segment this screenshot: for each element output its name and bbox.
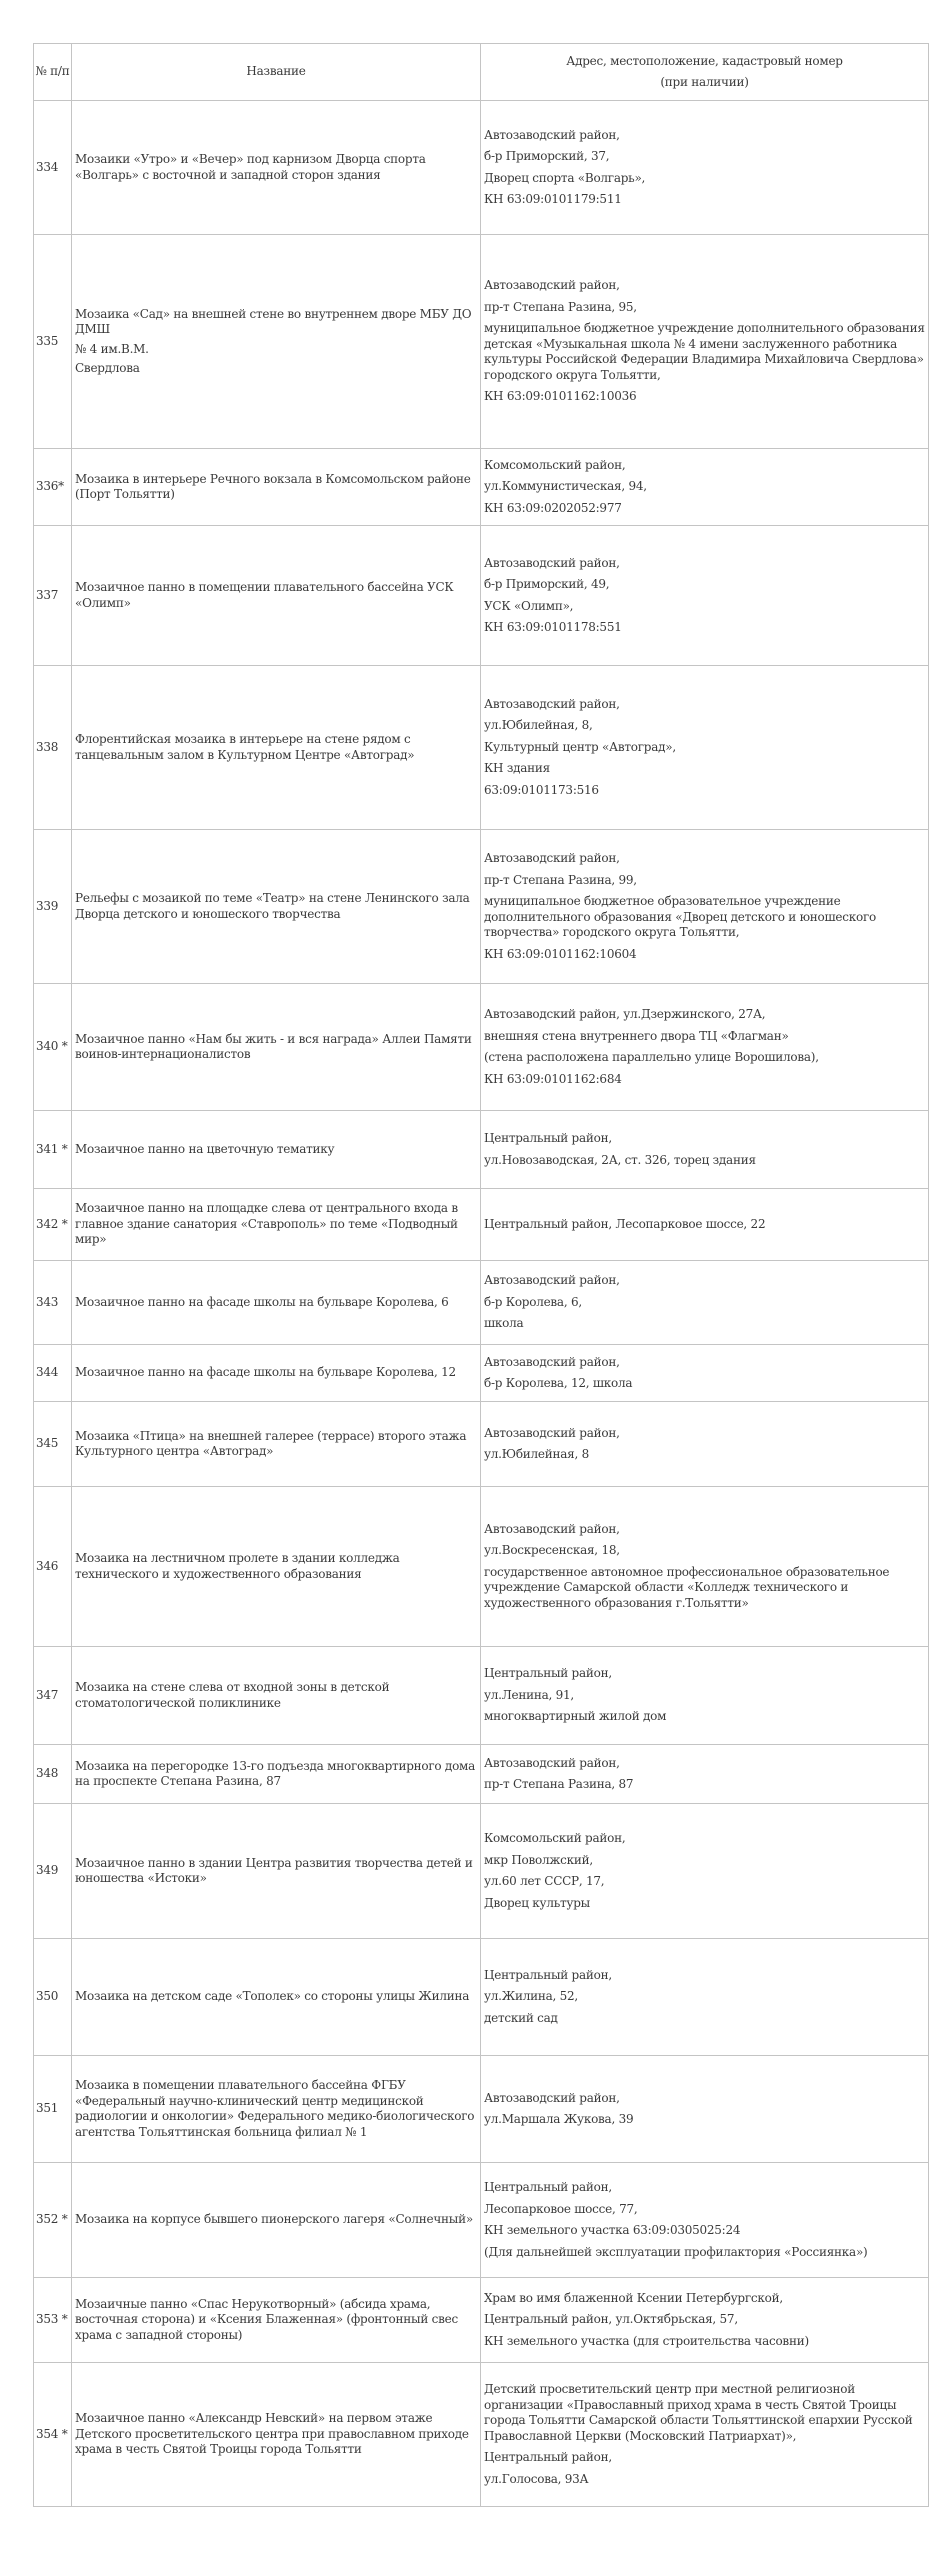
table-row — [34, 830, 929, 984]
row-address-cell — [481, 101, 929, 235]
row-address-line: КН земельного участка (для строительства часовни) — [484, 2333, 809, 2348]
row-name-line: Мозаика на перегородке 13-го подъезда многоквартирного дома на проспекте Степана Разина, 87 — [75, 1758, 476, 1788]
column-header-number: № п/п — [34, 44, 72, 101]
table-row — [34, 1487, 929, 1647]
table-row — [34, 2278, 929, 2363]
column-header-address — [481, 44, 929, 101]
table-row — [34, 1745, 929, 1804]
row-address-line: КН 63:09:0101162:684 — [484, 1071, 622, 1086]
row-address-cell — [481, 2056, 929, 2163]
row-address-line: Автозаводский район, — [484, 851, 620, 865]
row-address-line: Автозаводский район, — [484, 555, 620, 570]
row-address-line: б-р Королева, 12, школа — [484, 1376, 633, 1390]
row-address-line: ул.Юбилейная, 8, — [484, 718, 593, 733]
row-number: 342 * — [34, 1189, 72, 1261]
row-address-line: Автозаводский район, — [484, 1425, 620, 1440]
mosaic-registry-table — [33, 43, 929, 2507]
row-address-line: Комсомольский район, — [484, 1831, 626, 1845]
row-address-line: пр-т Степана Разина, 99, — [484, 872, 637, 887]
row-name-line: Мозаика в помещении плавательного бассейна ФГБУ «Федеральный научно-клинический центр медицинской радиологии и онкологии» Федерального медико-биологического агентства Тольяттинская больница филиал № 1 — [75, 2078, 475, 2139]
row-address-line: ул.Маршала Жукова, 39 — [484, 2112, 634, 2126]
row-name-cell — [72, 2163, 481, 2278]
row-address-line: Дворец культуры — [484, 1895, 590, 1910]
row-address-line: КН 63:09:0202052:977 — [484, 500, 622, 515]
row-name-line: Мозаика на стене слева от входной зоны в детской стоматологической поликлинике — [75, 1680, 390, 1710]
table-row — [34, 1939, 929, 2056]
row-address-line: Центральный район, — [484, 1131, 612, 1145]
row-number: 353 * — [34, 2278, 72, 2363]
row-number: 341 * — [34, 1111, 72, 1189]
row-name-line: Флорентийская мозаика в интерьере на стене рядом с танцевальным залом в Культурном Центре «Автоград» — [75, 732, 415, 762]
row-address-line: (Для дальнейшей эксплуатации профилактория «Россиянка») — [484, 2244, 868, 2259]
row-number: 350 — [34, 1939, 72, 2056]
row-name-cell — [72, 830, 481, 984]
row-name-line: Мозаики «Утро» и «Вечер» под карнизом Дворца спорта «Волгарь» с восточной и западной сторон здания — [75, 152, 426, 182]
row-address-line: КН земельного участка 63:09:0305025:24 — [484, 2223, 741, 2237]
row-name-line: Мозаичное панно на площадке слева от центрального входа в главное здание санатория «Ставрополь» по теме «Подводный мир» — [75, 1201, 458, 1247]
row-address-line: муниципальное бюджетное образовательное учреждение дополнительного образования «Дворец детского и юношеского творчества» городского округа Тольятти, — [484, 894, 876, 939]
row-address-cell — [481, 1261, 929, 1345]
row-address-cell — [481, 235, 929, 449]
row-address-line: пр-т Степана Разина, 95, — [484, 299, 637, 314]
table-row — [34, 1402, 929, 1487]
row-number: 337 — [34, 526, 72, 666]
row-name-cell — [72, 1647, 481, 1745]
row-number: 351 — [34, 2056, 72, 2163]
table-row — [34, 101, 929, 235]
row-address-line: ул.Голосова, 93А — [484, 2471, 589, 2486]
row-name-cell — [72, 1402, 481, 1487]
table-row — [34, 2163, 929, 2278]
row-name-line: Мозаичное панно в помещении плавательного бассейна УСК «Олимп» — [75, 580, 454, 610]
row-number: 346 — [34, 1487, 72, 1647]
row-address-line: ул.Воскресенская, 18, — [484, 1543, 620, 1558]
row-address-line: Дворец спорта «Волгарь», — [484, 170, 646, 185]
row-name-cell — [72, 2278, 481, 2363]
table-row — [34, 1804, 929, 1939]
row-address-cell — [481, 1402, 929, 1487]
row-address-line: КН 63:09:0101162:10604 — [484, 946, 637, 961]
table-row — [34, 1647, 929, 1745]
row-name-line: Мозаичное панно в здании Центра развития творчества детей и юношества «Истоки» — [75, 1855, 473, 1885]
row-number: 340 * — [34, 984, 72, 1111]
row-name-line: Мозаика на лестничном пролете в здании колледжа технического и художественного образования — [75, 1551, 400, 1581]
row-name-line: Мозаичное панно на фасаде школы на бульваре Королева, 6 — [75, 1294, 449, 1309]
row-address-line: Центральный район, — [484, 2180, 612, 2194]
row-name-line: Мозаичное панно на фасаде школы на бульваре Королева, 12 — [75, 1365, 456, 1380]
row-address-cell — [481, 526, 929, 666]
row-name-cell — [72, 449, 481, 526]
row-address-line: Центральный район, — [484, 2450, 612, 2464]
row-address-line: ул.Юбилейная, 8 — [484, 1447, 589, 1461]
row-address-line: школа — [484, 1316, 524, 1331]
row-address-line: Автозаводский район, — [484, 278, 620, 293]
row-name-line: Мозаичные панно «Спас Нерукотворный» (абсида храма, восточная сторона) и «Ксения Блаженная» (фронтонный свес храма с западной стороны) — [75, 2296, 458, 2342]
column-header-address-line2: (при наличии) — [660, 75, 749, 89]
row-address-line: детский сад — [484, 2010, 558, 2025]
row-number: 352 * — [34, 2163, 72, 2278]
row-address-line: ул.60 лет СССР, 17, — [484, 1874, 605, 1888]
table-row — [34, 984, 929, 1111]
row-address-line: Центральный район, ул.Октябрьская, 57, — [484, 2312, 738, 2327]
row-address-line: Лесопарковое шоссе, 77, — [484, 2201, 638, 2216]
row-address-line: внешняя стена внутреннего двора ТЦ «Флагман» — [484, 1028, 789, 1043]
row-address-line: Автозаводский район, — [484, 2090, 620, 2105]
row-name-cell — [72, 1111, 481, 1189]
row-number: 335 — [34, 235, 72, 449]
row-name-cell — [72, 1487, 481, 1647]
row-address-line: мкр Поволжский, — [484, 1852, 593, 1867]
table-row — [34, 1261, 929, 1345]
row-address-cell — [481, 1189, 929, 1261]
row-address-cell — [481, 1647, 929, 1745]
table-row — [34, 1189, 929, 1261]
row-name-cell — [72, 101, 481, 235]
row-name-line: № 4 им.В.М. — [75, 341, 149, 356]
row-address-line: Автозаводский район, ул.Дзержинского, 27А, — [484, 1007, 766, 1021]
row-address-line: Культурный центр «Автоград», — [484, 739, 676, 754]
row-number: 344 — [34, 1345, 72, 1402]
row-address-line: 63:09:0101173:516 — [484, 782, 599, 797]
row-address-line: Центральный район, — [484, 1967, 612, 1982]
row-address-cell — [481, 1111, 929, 1189]
row-address-line: Центральный район, Лесопарковое шоссе, 22 — [484, 1216, 766, 1231]
row-number: 343 — [34, 1261, 72, 1345]
column-header-address-line1: Адрес, местоположение, кадастровый номер — [566, 53, 843, 68]
row-name-cell — [72, 2056, 481, 2163]
table-row — [34, 666, 929, 830]
row-address-cell — [481, 2278, 929, 2363]
row-address-cell — [481, 449, 929, 526]
row-address-line: УСК «Олимп», — [484, 598, 574, 613]
row-name-cell — [72, 984, 481, 1111]
row-address-line: Автозаводский район, — [484, 696, 620, 711]
row-name-cell — [72, 1745, 481, 1804]
row-address-line: Детский просветительский центр при местной религиозной организации «Православный приход храма в честь Святой Троицы города Тольятти Самарской области Тольяттинской епархии Русской Православной Церкви (Московский Патриархат)», — [484, 2382, 913, 2443]
row-name-cell — [72, 235, 481, 449]
row-address-line: КН здания — [484, 761, 550, 776]
row-address-line: б-р Приморский, 49, — [484, 577, 610, 591]
row-address-cell — [481, 1487, 929, 1647]
row-number: 354 * — [34, 2363, 72, 2507]
row-number: 345 — [34, 1402, 72, 1487]
row-name-cell — [72, 666, 481, 830]
row-address-cell — [481, 666, 929, 830]
row-address-cell — [481, 2363, 929, 2507]
row-number: 338 — [34, 666, 72, 830]
row-address-cell — [481, 2163, 929, 2278]
row-name-line: Мозаика на детском саде «Тополек» со стороны улицы Жилина — [75, 1989, 470, 2004]
row-address-line: многоквартирный жилой дом — [484, 1709, 667, 1724]
table-row — [34, 449, 929, 526]
table-row — [34, 2056, 929, 2163]
row-address-line: Автозаводский район, — [484, 127, 620, 142]
table-row — [34, 2363, 929, 2507]
row-address-line: Центральный район, — [484, 1666, 612, 1681]
row-address-line: ул.Новозаводская, 2А, ст. 326, торец здания — [484, 1152, 756, 1167]
row-name-line: Мозаика «Птица» на внешней галерее (террасе) второго этажа Культурного центра «Автоград» — [75, 1428, 467, 1458]
table-row — [34, 235, 929, 449]
row-number: 336* — [34, 449, 72, 526]
row-number: 339 — [34, 830, 72, 984]
row-address-line: Автозаводский район, — [484, 1273, 620, 1288]
row-address-cell — [481, 984, 929, 1111]
row-name-line: Мозаичное панно «Нам бы жить - и вся награда» Аллеи Памяти воинов-интернационалистов — [75, 1031, 472, 1061]
row-name-cell — [72, 1345, 481, 1402]
row-address-line: Автозаводский район, — [484, 1521, 620, 1536]
table-row — [34, 1111, 929, 1189]
row-name-line: Мозаичное панно «Александр Невский» на первом этаже Детского просветительского центра при православном приходе храма в честь Святой Троицы города Тольятти — [75, 2411, 469, 2457]
row-address-cell — [481, 1939, 929, 2056]
row-address-line: муниципальное бюджетное учреждение дополнительного образования детская «Музыкальная школа № 4 имени заслуженного работника культуры Российской Федерации Владимира Михайловича Свердлова» городского округа Тольятти, — [484, 321, 925, 382]
row-name-line: Мозаичное панно на цветочную тематику — [75, 1141, 335, 1156]
row-address-line: КН 63:09:0101179:511 — [484, 192, 622, 206]
row-address-line: государственное автономное профессиональное образовательное учреждение Самарской области «Колледж технического и художественного образования г.Тольятти» — [484, 1564, 890, 1610]
row-name-line: Мозаика на корпусе бывшего пионерского лагеря «Солнечный» — [75, 2212, 473, 2227]
row-address-line: б-р Приморский, 37, — [484, 149, 610, 163]
table-row — [34, 526, 929, 666]
row-address-line: Автозаводский район, — [484, 1354, 620, 1369]
row-name-cell — [72, 2363, 481, 2507]
row-number: 349 — [34, 1804, 72, 1939]
row-name-cell — [72, 1189, 481, 1261]
row-name-line: Свердлова — [75, 361, 140, 375]
row-address-line: (стена расположена параллельно улице Ворошилова), — [484, 1050, 819, 1064]
row-address-line: пр-т Степана Разина, 87 — [484, 1777, 634, 1791]
row-name-cell — [72, 1939, 481, 2056]
row-name-line: Мозаика в интерьере Речного вокзала в Комсомольском районе (Порт Тольятти) — [75, 471, 471, 501]
row-number: 334 — [34, 101, 72, 235]
row-address-line: ул.Ленина, 91, — [484, 1687, 574, 1702]
table-header-row — [34, 44, 929, 101]
row-name-cell — [72, 526, 481, 666]
row-address-line: Храм во имя блаженной Ксении Петербургской, — [484, 2290, 783, 2305]
row-address-line: КН 63:09:0101162:10036 — [484, 389, 637, 404]
row-address-line: ул.Коммунистическая, 94, — [484, 479, 647, 494]
row-address-line: Автозаводский район, — [484, 1755, 620, 1770]
row-name-line: Мозаика «Сад» на внешней стене во внутреннем дворе МБУ ДО ДМШ — [75, 306, 472, 336]
row-address-cell — [481, 1345, 929, 1402]
row-address-line: ул.Жилина, 52, — [484, 1989, 578, 2004]
row-name-line: Рельефы с мозаикой по теме «Театр» на стене Ленинского зала Дворца детского и юношеского творчества — [75, 891, 470, 921]
row-address-line: КН 63:09:0101178:551 — [484, 620, 622, 634]
row-name-cell — [72, 1261, 481, 1345]
row-name-cell — [72, 1804, 481, 1939]
row-number: 348 — [34, 1745, 72, 1804]
row-address-cell — [481, 1804, 929, 1939]
row-address-line: б-р Королева, 6, — [484, 1294, 582, 1309]
row-address-line: Комсомольский район, — [484, 457, 626, 472]
row-address-cell — [481, 1745, 929, 1804]
row-address-cell — [481, 830, 929, 984]
table-row — [34, 1345, 929, 1402]
table-body — [34, 101, 929, 2507]
column-header-name: Название — [72, 44, 481, 101]
row-number: 347 — [34, 1647, 72, 1745]
